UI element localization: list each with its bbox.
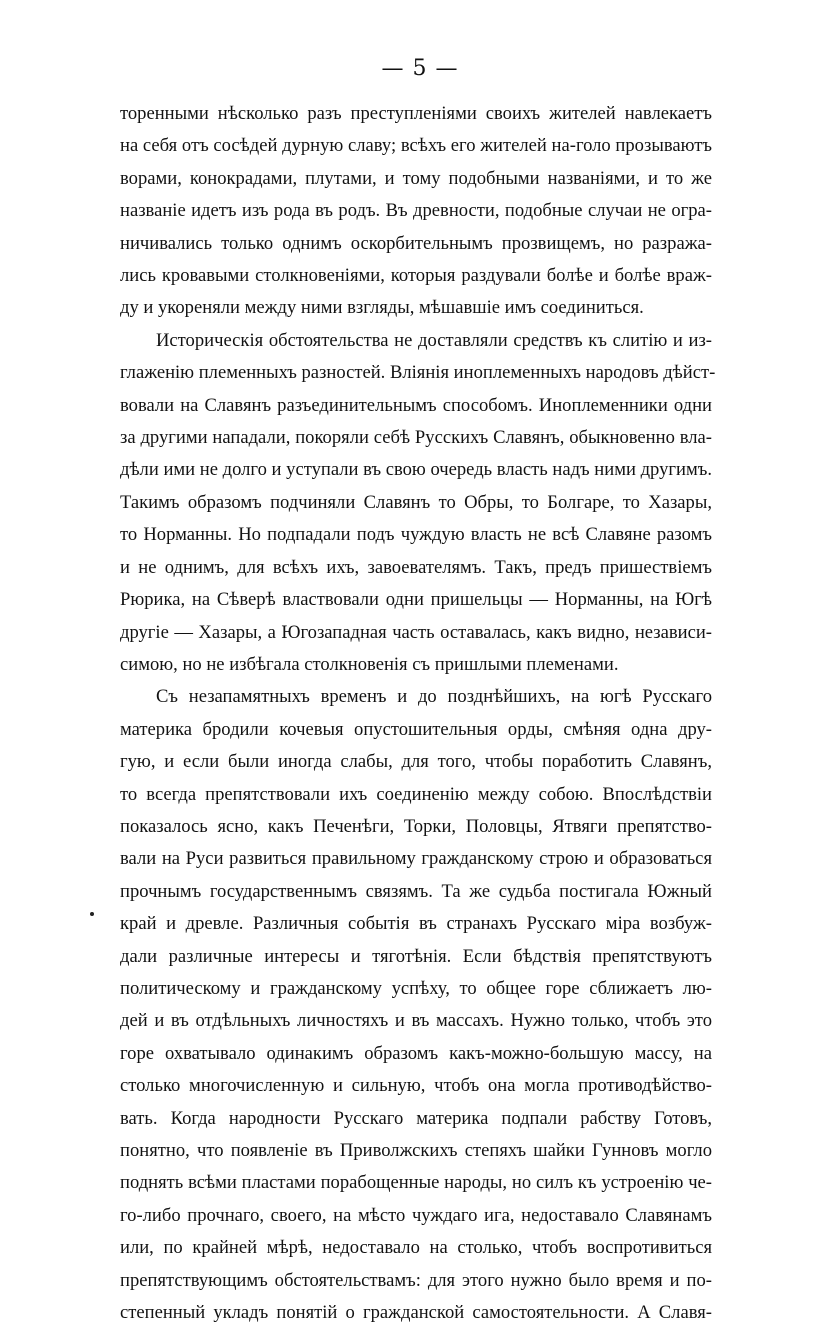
page-number-header: — 5 — bbox=[381, 56, 459, 81]
text-line: вовали на Славянъ разъединительнымъ способомъ. Иноплеменники одни bbox=[120, 394, 712, 416]
text-line: Съ незапамятныхъ временъ и до позднѣйшихъ, на югѣ Русскаго bbox=[156, 686, 712, 708]
text-line: дей и въ отдѣльныхъ личностяхъ и въ массахъ. Нужно только, чтобъ это bbox=[120, 1010, 712, 1032]
text-line: глаженію племенныхъ разностей. Вліянія иноплеменныхъ народовъ дѣйст- bbox=[120, 362, 716, 384]
text-line: вали на Руси развиться правильному гражданскому строю и образоваться bbox=[120, 848, 712, 870]
text-line: то всегда препятствовали ихъ соединенію между собою. Впослѣдствіи bbox=[120, 783, 712, 805]
text-line: торенными нѣсколько разъ преступленіями своихъ жителей навлекаетъ bbox=[120, 103, 712, 124]
text-line: ничивались только однимъ оскорбительнымъ прозвищемъ, но разража- bbox=[120, 232, 712, 254]
paragraph-1 bbox=[120, 98, 712, 325]
text-line: Такимъ образомъ подчиняли Славянъ то Обры, то Болгаре, то Хазары, bbox=[120, 491, 712, 513]
text-line: го-либо прочнаго, своего, на мѣсто чуждаго ига, недоставало Славянамъ bbox=[120, 1204, 712, 1226]
text-line: край и древле. Различныя событія въ странахъ Русскаго міра возбуж- bbox=[120, 913, 712, 935]
text-line: другіе — Хазары, а Югозападная часть оставалась, какъ видно, независи- bbox=[120, 621, 712, 643]
text-line: понятно, что появленіе въ Приволжскихъ степяхъ шайки Гунновъ могло bbox=[120, 1140, 712, 1161]
text-line: столько многочисленную и сильную, чтобъ она могла противодѣйство- bbox=[120, 1075, 712, 1097]
text-line: за другими нападали, покоряли себѣ Русскихъ Славянъ, обыкновенно вла- bbox=[120, 427, 712, 449]
text-line: материка бродили кочевыя опустошительныя орды, смѣняя одна дру- bbox=[120, 718, 712, 740]
text-line: названіе идетъ изъ рода въ родъ. Въ древности, подобные случаи не огра- bbox=[120, 200, 712, 222]
text-line: дали различные интересы и тяготѣнія. Если бѣдствія препятствуютъ bbox=[120, 945, 712, 967]
text-line: степенный укладъ понятій о гражданской самостоятельности. А Славя- bbox=[120, 1302, 712, 1324]
text-line: поднять всѣми пластами порабощенные народы, но силъ къ устроенію че- bbox=[120, 1172, 712, 1194]
text-line: ворами, конокрадами, плутами, и тому подобными названіями, и то же bbox=[120, 167, 712, 189]
text-line: симою, но не избѣгала столкновенія съ пришлыми племенами. bbox=[120, 653, 619, 675]
text-line: дѣли ими не долго и уступали въ свою очередь власть надъ ними другимъ. bbox=[120, 459, 712, 481]
text-line: или, по крайней мѣрѣ, недоставало на столько, чтобъ воспротивиться bbox=[120, 1237, 712, 1259]
body-text bbox=[120, 98, 716, 1329]
text-line: лись кровавыми столкновеніями, которыя раздували болѣе и болѣе враж- bbox=[120, 265, 712, 287]
text-line: ду и укореняли между ними взгляды, мѣшавшіе имъ соединиться. bbox=[120, 297, 644, 319]
ink-speck bbox=[90, 912, 94, 916]
text-line: то Норманны. Но подпадали подъ чуждую власть не всѣ Славяне разомъ bbox=[120, 524, 712, 546]
text-line: политическому и гражданскому успѣху, то общее горе сближаетъ лю- bbox=[120, 977, 712, 999]
text-line: препятствующимъ обстоятельствамъ: для этого нужно было время и по- bbox=[120, 1269, 712, 1291]
paragraph-3 bbox=[120, 681, 712, 1329]
text-line: горе охватывало одинакимъ образомъ какъ-можно-большую массу, на bbox=[120, 1042, 712, 1064]
text-line: гую, и если были иногда слабы, для того, чтобы поработить Славянъ, bbox=[120, 751, 712, 773]
text-line: показалось ясно, какъ Печенѣги, Торки, Половцы, Ятвяги препятство- bbox=[120, 815, 712, 837]
text-line: Историческія обстоятельства не доставляли средствъ къ слитію и из- bbox=[156, 329, 712, 351]
text-line: на себя отъ сосѣдей дурную славу; всѣхъ его жителей на-голо прозываютъ bbox=[120, 135, 712, 157]
text-line: вать. Когда народности Русскаго материка подпали рабству Готовъ, bbox=[120, 1107, 712, 1129]
paragraph-2 bbox=[120, 325, 716, 681]
text-line: Рюрика, на Сѣверѣ властвовали одни пришельцы — Норманны, на Югѣ bbox=[120, 589, 712, 611]
text-line: и не однимъ, для всѣхъ ихъ, завоевателямъ. Такъ, предъ пришествіемъ bbox=[120, 556, 712, 578]
text-line: прочнымъ государственнымъ связямъ. Та же судьба постигала Южный bbox=[120, 880, 712, 902]
